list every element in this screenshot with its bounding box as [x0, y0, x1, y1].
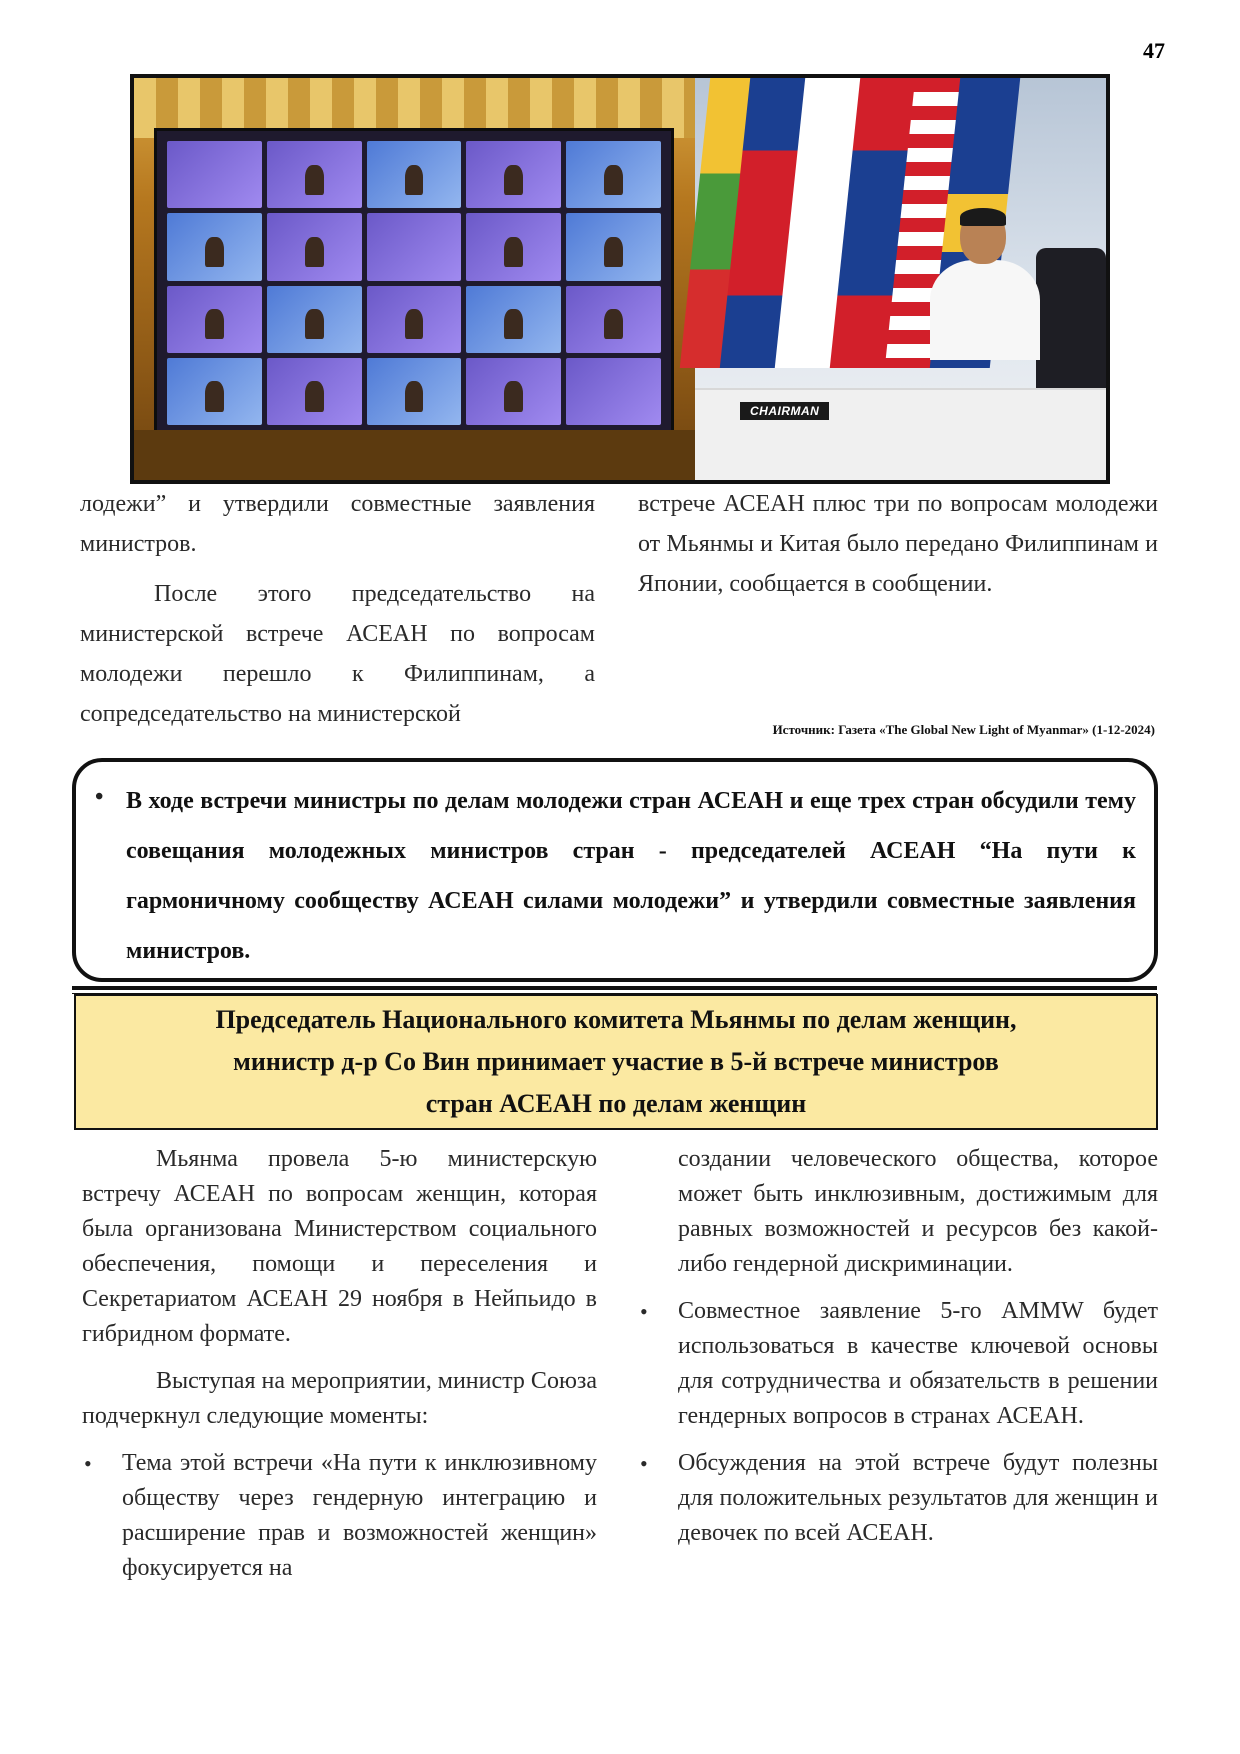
- list-item: [82, 1446, 597, 1586]
- list-item: [638, 1294, 1158, 1434]
- video-conference-photo: [134, 78, 695, 480]
- paragraph: После этого председательство на министерской встрече АСЕАН по вопросам молодежи перешло к Филиппинам, а сопредседательство на министерской: [80, 581, 595, 727]
- list-item-text: создании человеческого общества, которое может быть инклюзивным, достижимым для равных возможностей и ресурсов без какой-либо гендерной дискриминации.: [678, 1146, 1158, 1277]
- bullet-icon: •: [640, 1451, 648, 1476]
- paragraph: встрече АСЕАН плюс три по вопросам молодежи от Мьянмы и Китая было передано Филиппинам и Японии, сообщается в сообщении.: [638, 491, 1158, 597]
- bullet-icon: •: [640, 1299, 648, 1324]
- list-item-continuation: [638, 1142, 1158, 1282]
- chairman-photo: [695, 78, 1106, 480]
- headline-line: стран АСЕАН по делам женщин: [425, 1089, 807, 1118]
- source-citation: Источник: Газета «The Global New Light of Myanmar» (1-12-2024): [772, 722, 1155, 737]
- article-headline: [215, 999, 1016, 1125]
- chairman-figure: [930, 208, 1040, 358]
- conference-screen: [154, 128, 674, 438]
- bullet-icon: •: [84, 1451, 92, 1476]
- paragraph: Выступая на мероприятии, министр Союза подчеркнул следующие моменты:: [82, 1368, 597, 1429]
- article2-column1: [82, 1142, 597, 1586]
- paragraph: Мьянма провела 5-ю министерскую встречу АСЕАН по вопросам женщин, которая была организована Министерством социального обеспечения, помощи и переселения и Секретариатом АСЕАН 29 ноября в Нейпьидо в гибридном формате.: [82, 1146, 597, 1347]
- list-item-text: Тема этой встречи «На пути к инклюзивному обществу через гендерную интеграцию и расширение прав и возможностей женщин» фокусируется на: [122, 1450, 597, 1581]
- list-item-text: Обсуждения на этой встрече будут полезны для положительных результатов для женщин и девочек по всей АСЕАН.: [678, 1450, 1158, 1546]
- bullet-icon: •: [95, 784, 104, 810]
- article-photo: [130, 74, 1110, 484]
- headline-line: Председатель Национального комитета Мьянмы по делам женщин,: [215, 1005, 1017, 1034]
- headline-line: министр д-р Со Вин принимает участие в 5-й встрече министров: [233, 1047, 999, 1076]
- headline-box: [74, 994, 1158, 1130]
- callout-text: В ходе встречи министры по делам молодежи стран АСЕАН и еще трех стран обсудили тему совещания молодежных министров стран - председателей АСЕАН “На пути к гармоничному сообществу АСЕАН силами молодежи” и утвердили совместные заявления министров.: [126, 788, 1136, 964]
- chairman-nameplate: CHAIRMAN: [740, 402, 829, 420]
- article1-column1: [80, 484, 595, 734]
- article2-column2: [638, 1142, 1158, 1551]
- article1-column2: [638, 484, 1158, 604]
- divider: [72, 986, 1157, 990]
- page-number: 47: [1143, 38, 1165, 63]
- list-item-text: Совместное заявление 5-го AMMW будет использоваться в качестве ключевой основы для сотрудничества и обязательств в решении гендерных вопросов в странах АСЕАН.: [678, 1298, 1158, 1429]
- key-point-callout: [72, 758, 1158, 982]
- chair: [1036, 248, 1106, 388]
- list-item: [638, 1446, 1158, 1551]
- paragraph: лодежи” и утвердили совместные заявления министров.: [80, 491, 595, 557]
